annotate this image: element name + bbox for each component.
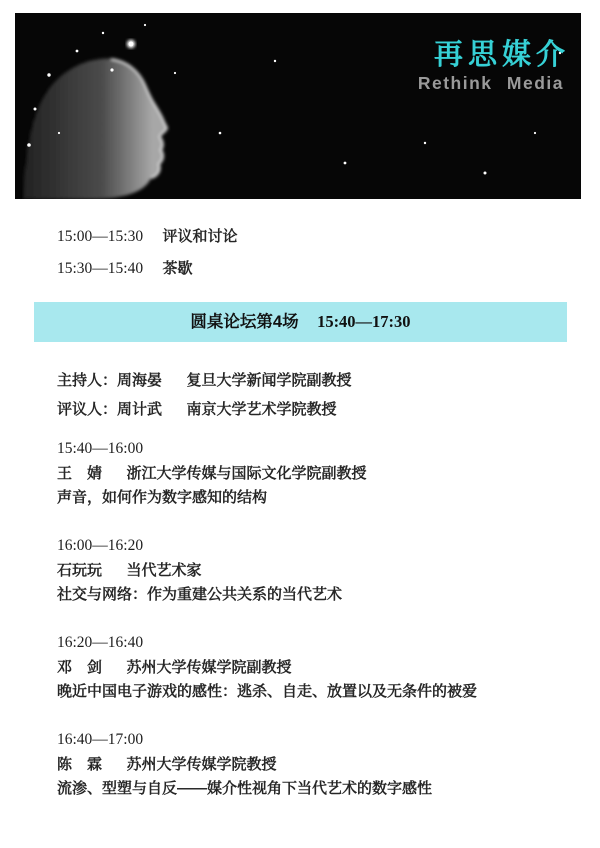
schedule-row — [57, 228, 237, 245]
session-speaker-line — [57, 465, 477, 482]
session-block — [57, 537, 477, 603]
section-title: 圆桌论坛第4场 — [190, 313, 299, 331]
host-affiliation: 复旦大学新闻学院副教授 — [186, 372, 352, 389]
time-range: 15:30—15:40 — [57, 260, 144, 277]
session-time: 16:20—16:40 — [57, 634, 144, 651]
discussant-affiliation: 南京大学艺术学院教授 — [186, 401, 337, 418]
session-title: 晚近中国电子游戏的感性：逃杀、自走、放置以及无条件的被爱 — [57, 683, 478, 700]
session-title: 声音，如何作为数字感知的结构 — [57, 489, 268, 506]
section-time: 15:40—17:30 — [317, 312, 411, 331]
logo-en: Rethink Media — [417, 73, 564, 93]
session-speaker-line — [57, 659, 477, 676]
host-line — [57, 372, 352, 389]
speaker-affiliation: 浙江大学传媒与国际文化学院副教授 — [126, 465, 367, 482]
session-title: 社交与网络：作为重建公共关系的当代艺术 — [57, 586, 343, 603]
session-block — [57, 440, 477, 506]
host-label: 主持人： — [57, 372, 118, 389]
speaker-affiliation: 苏州大学传媒学院教授 — [126, 756, 277, 773]
time-range: 15:00—15:30 — [57, 228, 144, 245]
top-schedule — [57, 228, 237, 292]
session-block — [57, 731, 477, 797]
logo — [417, 39, 570, 93]
speaker-name: 陈 霖 — [57, 756, 103, 773]
session-title: 流渗、型塑与自反——媒介性视角下当代艺术的数字感性 — [57, 780, 433, 797]
session-speaker-line — [57, 562, 477, 579]
conference-banner-image — [15, 13, 581, 199]
speaker-name: 邓 剑 — [57, 659, 103, 676]
schedule-row — [57, 260, 237, 277]
host-name: 周海晏 — [117, 372, 163, 389]
session-time: 16:40—17:00 — [57, 731, 144, 748]
session-speaker-line — [57, 756, 477, 773]
session-list — [57, 440, 477, 828]
session-time: 16:00—16:20 — [57, 537, 144, 554]
session-time: 15:40—16:00 — [57, 440, 144, 457]
logo-cn: 再思媒介 — [433, 39, 570, 71]
discussant-label: 评议人： — [57, 401, 118, 418]
activity-label: 评议和讨论 — [162, 228, 238, 245]
session-block — [57, 634, 477, 700]
panel-info — [57, 372, 352, 430]
speaker-affiliation: 当代艺术家 — [126, 562, 202, 579]
activity-label: 茶歇 — [162, 260, 193, 277]
discussant-name: 周计武 — [117, 401, 163, 418]
speaker-name: 王 婧 — [57, 465, 103, 482]
speaker-name: 石玩玩 — [57, 562, 103, 579]
discussant-line — [57, 401, 352, 418]
section-banner — [34, 302, 567, 342]
speaker-affiliation: 苏州大学传媒学院副教授 — [126, 659, 292, 676]
